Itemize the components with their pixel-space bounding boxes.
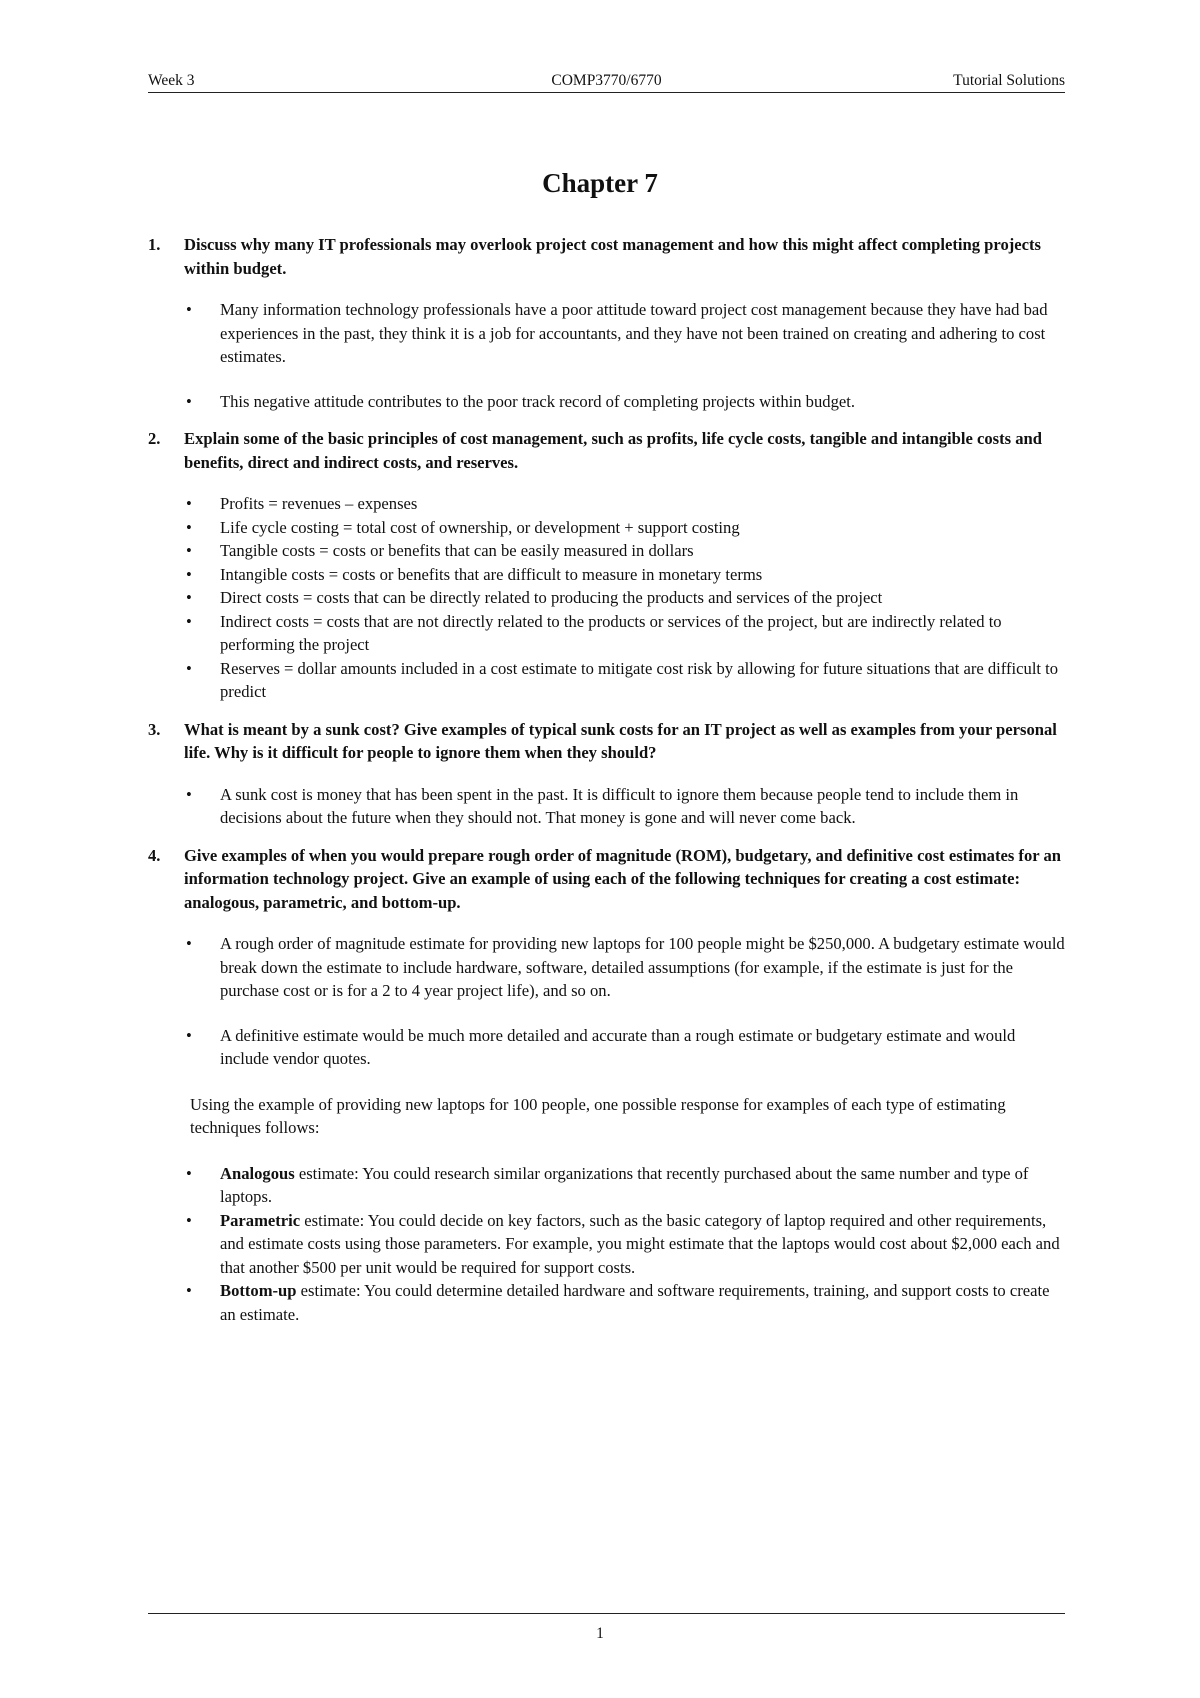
answer-list	[148, 783, 1065, 830]
answer-list	[148, 298, 1065, 413]
bullet-icon: •	[186, 541, 192, 560]
question-text: Discuss why many IT professionals may overlook project cost management and how this might affect completing projects within budget.	[184, 235, 1042, 278]
bullet-icon: •	[186, 588, 192, 607]
answer-list	[148, 492, 1065, 704]
estimating-intro-paragraph: Using the example of providing new laptops for 100 people, one possible response for examples of each type of estimating techniques follows:	[190, 1094, 1006, 1137]
question-text: What is meant by a sunk cost? Give examples of typical sunk costs for an IT project as well as examples from your personal life. Why is it difficult for people to ignore them when they should?	[184, 719, 1057, 762]
bullet-icon: •	[186, 564, 192, 584]
question-number: 1.	[148, 235, 161, 254]
bullet-icon: •	[186, 658, 192, 678]
list-item: • This negative attitude contributes to the poor track record of completing projects within budget.	[148, 390, 1065, 414]
technique-list	[148, 1162, 1065, 1327]
bullet-icon: •	[186, 1281, 192, 1300]
answer-list	[148, 932, 1065, 1071]
list-item: • Intangible costs = costs or benefits that are difficult to measure in monetary terms	[148, 563, 1065, 587]
list-item: • Profits = revenues – expenses	[148, 492, 1065, 516]
list-item: • A definitive estimate would be much more detailed and accurate than a rough estimate or budgetary estimate and would include vendor quotes.	[186, 1025, 1016, 1068]
list-item: • Bottom-up estimate: You could determine detailed hardware and software requirements, training, and support costs to create an estimate.	[186, 1281, 1050, 1324]
bullet-icon: •	[186, 934, 192, 953]
list-item: • Life cycle costing = total cost of ownership, or development + support costing	[148, 516, 1065, 540]
question-number: 3.	[148, 719, 161, 739]
question-4	[148, 844, 1065, 915]
bullet-icon: •	[186, 1210, 192, 1230]
list-item: • Indirect costs = costs that are not directly related to the products or services of the project, but are indirectly related to performing the project	[186, 611, 1002, 654]
page-header	[148, 70, 1065, 93]
header-week: Week 3	[148, 72, 195, 89]
question-number: 2.	[148, 429, 161, 448]
list-item: • Tangible costs = costs or benefits that can be easily measured in dollars	[148, 539, 1065, 563]
technique-term: Parametric	[220, 1210, 301, 1230]
question-text: Explain some of the basic principles of cost management, such as profits, life cycle costs, tangible and intangible costs and benefits, direct and indirect costs, and reserves.	[184, 429, 1042, 472]
chapter-title: Chapter 7	[542, 168, 658, 198]
bullet-icon: •	[186, 494, 192, 513]
list-item: • Many information technology professionals have a poor attitude toward project cost management because they have had bad experiences in the past, they think it is a job for accountants, and they have not been trained on creating and adhering to cost estimates.	[186, 300, 1048, 366]
list-item: • A sunk cost is money that has been spent in the past. It is difficult to ignore them because people tend to include them in decisions about the future when they should not. That money is gone and will never come back.	[186, 784, 1019, 827]
question-3	[148, 718, 1065, 765]
question-text: Give examples of when you would prepare rough order of magnitude (ROM), budgetary, and definitive cost estimates for an information technology project. Give an example of using each of the following techniques for creating a cost estimate: analogous, parametric, and bottom-up.	[184, 845, 1061, 912]
document-body	[148, 233, 1065, 1326]
list-item: • Reserves = dollar amounts included in a cost estimate to mitigate cost risk by allowing for future situations that are difficult to predict	[186, 658, 1059, 701]
question-2	[148, 427, 1065, 474]
question-number: 4.	[148, 845, 161, 865]
bullet-icon: •	[186, 300, 192, 319]
bullet-icon: •	[186, 784, 192, 804]
bullet-icon: •	[186, 391, 192, 411]
bullet-icon: •	[186, 611, 192, 631]
list-item: • Parametric estimate: You could decide on key factors, such as the basic category of laptop required and other requirements, and estimate costs using those parameters. For example, you might estimate that the laptops would cost about $2,000 each and that another $500 per unit would be required for support costs.	[186, 1210, 1060, 1277]
header-doc-type: Tutorial Solutions	[953, 72, 1065, 89]
bullet-icon: •	[186, 517, 192, 537]
header-course-code: COMP3770/6770	[551, 72, 662, 89]
footer-rule	[148, 1613, 1065, 1614]
bullet-icon: •	[186, 1025, 192, 1045]
page-number: 1	[596, 1625, 604, 1642]
technique-term: Bottom-up	[220, 1281, 297, 1300]
list-item: • Direct costs = costs that can be directly related to producing the products and services of the project	[148, 586, 1065, 610]
technique-term: Analogous	[220, 1163, 295, 1183]
bullet-icon: •	[186, 1163, 192, 1183]
list-item: • A rough order of magnitude estimate for providing new laptops for 100 people might be $250,000. A budgetary estimate would break down the estimate to include hardware, software, detailed assumptions (for example, if the estimate is just for the purchase cost or is for a 2 to 4 year project life), and so on.	[186, 934, 1065, 1000]
list-item: • Analogous estimate: You could research similar organizations that recently purchased about the same number and type of laptops.	[186, 1163, 1029, 1206]
question-1	[148, 233, 1065, 280]
